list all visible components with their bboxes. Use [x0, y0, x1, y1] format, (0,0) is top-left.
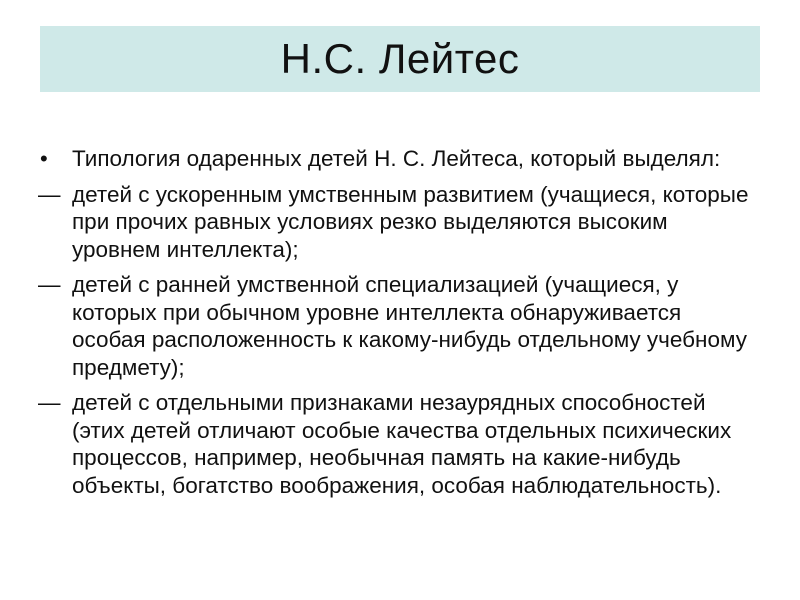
list-item	[38, 181, 758, 264]
title-bar	[40, 26, 760, 92]
list-item-text: детей с отдельными признаками незаурядных способностей (этих детей отличают особые качества отдельных психических процессов, например, необычная память на какие-нибудь объекты, богатство воображения, особая наблюдательность).	[72, 390, 732, 498]
slide-body	[38, 145, 758, 507]
bullet-icon: •	[40, 146, 48, 171]
list-item	[38, 271, 758, 381]
list-item-text: детей с ранней умственной специализацией (учащиеся, у которых при обычном уровне интеллекта обнаруживается особая расположенность к какому-нибудь отдельному учебному предмету);	[72, 272, 747, 380]
slide-title: Н.С. Лейтес	[280, 35, 520, 82]
intro-paragraph	[38, 145, 758, 173]
dash-icon: —	[38, 272, 61, 297]
intro-text: Типология одаренных детей Н. С. Лейтеса, который выделял:	[72, 146, 721, 171]
list-item-text: детей с ускоренным умственным развитием (учащиеся, которые при прочих равных условиях резко выделяются высоким уровнем интеллекта);	[72, 181, 749, 262]
dash-icon: —	[38, 181, 61, 207]
dash-icon: —	[38, 390, 61, 415]
list-item	[38, 389, 758, 499]
